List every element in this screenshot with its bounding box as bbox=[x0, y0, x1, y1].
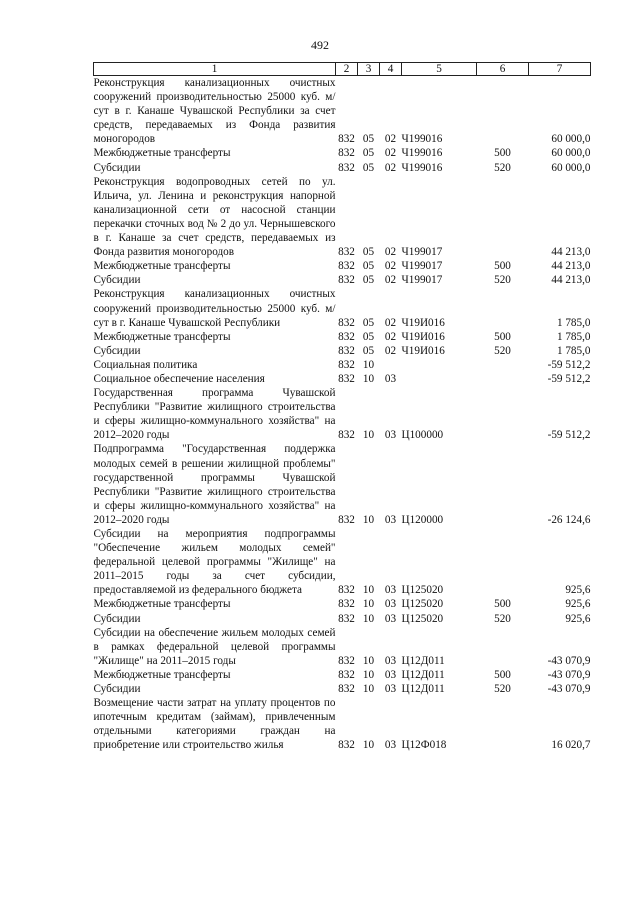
cell-name: Реконструкция канализационных очистных сооружений производительностью 25000 куб. м/сут в г. Канаше Чувашской Республики bbox=[93, 288, 336, 329]
cell-subsection: 02 bbox=[384, 316, 397, 329]
cell-amount: 1 785,0 bbox=[556, 316, 591, 329]
cell-name: Реконструкция канализационных очистных сооружений производительностью 25000 куб. м/сут в г. Канаше Чувашской Республики за счет средств, передаваемых из Фонда развития моногородов bbox=[93, 77, 336, 146]
cell-name: Субсидии на обеспечение жильем молодых семей в рамках федеральной целевой программы "Жилище" на 2011–2015 годы bbox=[93, 626, 336, 667]
cell-target-article: Ц100000 bbox=[401, 429, 444, 442]
cell-target-article: Ч199016 bbox=[401, 133, 443, 146]
column-header-expense-type: 6 bbox=[477, 63, 529, 76]
cell-subsection: 03 bbox=[384, 739, 397, 752]
table-row bbox=[94, 287, 591, 329]
cell-name: Субсидии на мероприятия подпрограммы "Обеспечение жильем молодых семей" федеральной целевой программы "Жилище" на 2011–2015 годы за счет субсидии, предоставляемой из федерального бюджета bbox=[93, 528, 336, 597]
cell-ministry: 832 bbox=[338, 612, 355, 625]
column-header-subsection: 4 bbox=[380, 63, 402, 76]
column-header-ministry: 2 bbox=[336, 63, 358, 76]
cell-name: Субсидии bbox=[93, 344, 141, 357]
cell-expense-type: 500 bbox=[494, 330, 511, 343]
cell-name: Субсидии bbox=[93, 161, 141, 174]
cell-ministry: 832 bbox=[338, 429, 355, 442]
cell-subsection: 03 bbox=[384, 429, 397, 442]
table-row bbox=[94, 626, 591, 668]
cell-target-article: Ч19И016 bbox=[401, 344, 445, 357]
cell-ministry: 832 bbox=[338, 161, 355, 174]
cell-expense-type bbox=[477, 386, 529, 442]
cell-expense-type bbox=[477, 626, 529, 668]
cell-amount: 44 213,0 bbox=[551, 246, 591, 259]
cell-subsection: 03 bbox=[384, 513, 397, 526]
cell-ministry: 832 bbox=[338, 668, 355, 681]
cell-subsection: 03 bbox=[384, 612, 397, 625]
cell-expense-type bbox=[477, 358, 529, 372]
cell-expense-type: 520 bbox=[494, 683, 511, 696]
cell-name: Субсидии bbox=[93, 612, 141, 625]
cell-subsection: 02 bbox=[384, 330, 397, 343]
cell-target-article: Ч199016 bbox=[401, 161, 443, 174]
table-row bbox=[94, 161, 591, 175]
cell-section: 05 bbox=[362, 161, 375, 174]
cell-target-article: Ч199016 bbox=[401, 147, 443, 160]
cell-expense-type: 520 bbox=[494, 344, 511, 357]
cell-name: Социальная политика bbox=[93, 358, 198, 371]
cell-expense-type: 500 bbox=[494, 260, 511, 273]
cell-target-article: Ч19И016 bbox=[401, 316, 445, 329]
cell-expense-type bbox=[477, 175, 529, 260]
cell-target-article: Ч199017 bbox=[401, 274, 443, 287]
cell-amount: -59 512,2 bbox=[547, 429, 591, 442]
cell-section: 05 bbox=[362, 133, 375, 146]
cell-amount: 60 000,0 bbox=[551, 147, 591, 160]
cell-target-article: Ц12Д011 bbox=[401, 683, 445, 696]
table-row bbox=[94, 76, 591, 147]
cell-expense-type bbox=[477, 696, 529, 752]
cell-subsection: 03 bbox=[384, 598, 397, 611]
page-number: 492 bbox=[311, 38, 329, 52]
cell-amount: -59 512,2 bbox=[547, 372, 591, 385]
cell-target-article: Ц125020 bbox=[401, 584, 444, 597]
cell-expense-type: 500 bbox=[494, 668, 511, 681]
cell-subsection: 03 bbox=[384, 372, 397, 385]
table-row bbox=[94, 527, 591, 597]
cell-amount: 60 000,0 bbox=[551, 133, 591, 146]
cell-section: 10 bbox=[362, 358, 375, 371]
cell-ministry: 832 bbox=[338, 133, 355, 146]
cell-subsection: 03 bbox=[384, 584, 397, 597]
cell-amount: 1 785,0 bbox=[556, 330, 591, 343]
table-row bbox=[94, 386, 591, 442]
cell-name: Подпрограмма "Государственная поддержка молодых семей в решении жилищной проблемы" государственной программы Чувашской Республики "Развитие жилищного строительства и сферы жилищно-коммунального хозяйства" на 2012–2020 годы bbox=[93, 443, 336, 526]
table-row bbox=[94, 273, 591, 287]
cell-subsection: 02 bbox=[384, 147, 397, 160]
cell-ministry: 832 bbox=[338, 683, 355, 696]
cell-target-article bbox=[402, 358, 477, 372]
cell-section: 10 bbox=[362, 584, 375, 597]
cell-amount: 1 785,0 bbox=[556, 344, 591, 357]
cell-amount: 925,6 bbox=[565, 584, 591, 597]
cell-section: 10 bbox=[362, 429, 375, 442]
cell-ministry: 832 bbox=[338, 372, 355, 385]
table-row bbox=[94, 259, 591, 273]
cell-target-article: Ч19И016 bbox=[401, 330, 445, 343]
cell-section: 10 bbox=[362, 654, 375, 667]
table-row bbox=[94, 330, 591, 344]
cell-subsection: 02 bbox=[384, 344, 397, 357]
cell-amount: 925,6 bbox=[565, 612, 591, 625]
cell-name: Межбюджетные трансферты bbox=[93, 598, 231, 611]
cell-target-article: Ц12Д011 bbox=[401, 668, 445, 681]
cell-subsection: 02 bbox=[384, 161, 397, 174]
table-header-row bbox=[94, 63, 591, 76]
table-row bbox=[94, 668, 591, 682]
cell-ministry: 832 bbox=[338, 260, 355, 273]
cell-section: 05 bbox=[362, 260, 375, 273]
cell-target-article: Ц125020 bbox=[401, 598, 444, 611]
cell-ministry: 832 bbox=[338, 513, 355, 526]
cell-name: Субсидии bbox=[93, 274, 141, 287]
cell-section: 10 bbox=[362, 739, 375, 752]
cell-expense-type: 500 bbox=[494, 598, 511, 611]
cell-name: Межбюджетные трансферты bbox=[93, 668, 231, 681]
cell-expense-type: 520 bbox=[494, 274, 511, 287]
cell-amount: 44 213,0 bbox=[551, 260, 591, 273]
cell-target-article: Ц125020 bbox=[401, 612, 444, 625]
table-row bbox=[94, 442, 591, 527]
cell-subsection: 02 bbox=[384, 133, 397, 146]
budget-table bbox=[93, 62, 591, 753]
cell-subsection: 03 bbox=[384, 654, 397, 667]
cell-name: Межбюджетные трансферты bbox=[93, 147, 231, 160]
cell-ministry: 832 bbox=[338, 358, 355, 371]
cell-subsection: 03 bbox=[384, 683, 397, 696]
cell-section: 05 bbox=[362, 274, 375, 287]
cell-ministry: 832 bbox=[338, 246, 355, 259]
cell-name: Субсидии bbox=[93, 683, 141, 696]
column-header-amount: 7 bbox=[529, 63, 591, 76]
cell-section: 10 bbox=[362, 598, 375, 611]
cell-section: 05 bbox=[362, 147, 375, 160]
cell-ministry: 832 bbox=[338, 344, 355, 357]
cell-target-article: Ц120000 bbox=[401, 513, 444, 526]
cell-subsection: 02 bbox=[384, 274, 397, 287]
cell-section: 05 bbox=[362, 246, 375, 259]
cell-section: 05 bbox=[362, 344, 375, 357]
column-header-name: 1 bbox=[94, 63, 336, 76]
cell-subsection bbox=[380, 358, 402, 372]
cell-section: 10 bbox=[362, 683, 375, 696]
table-row bbox=[94, 597, 591, 611]
cell-expense-type: 500 bbox=[494, 147, 511, 160]
table-row bbox=[94, 612, 591, 626]
column-header-target-article: 5 bbox=[402, 63, 477, 76]
table-row bbox=[94, 358, 591, 372]
cell-target-article: Ц12Ф018 bbox=[401, 739, 447, 752]
cell-expense-type bbox=[477, 76, 529, 147]
cell-section: 10 bbox=[362, 612, 375, 625]
cell-ministry: 832 bbox=[338, 654, 355, 667]
cell-ministry: 832 bbox=[338, 584, 355, 597]
cell-subsection: 02 bbox=[384, 246, 397, 259]
cell-section: 05 bbox=[362, 316, 375, 329]
cell-section: 10 bbox=[362, 372, 375, 385]
cell-section: 10 bbox=[362, 668, 375, 681]
cell-amount: 925,6 bbox=[565, 598, 591, 611]
cell-expense-type bbox=[477, 442, 529, 527]
cell-amount: -26 124,6 bbox=[547, 513, 591, 526]
cell-expense-type bbox=[477, 527, 529, 597]
cell-amount: 16 020,7 bbox=[551, 739, 591, 752]
table-row bbox=[94, 682, 591, 696]
cell-ministry: 832 bbox=[338, 274, 355, 287]
cell-name: Возмещение части затрат на уплату процентов по ипотечным кредитам (займам), привлеченным отдельными категориями граждан на приобретение или строительство жилья bbox=[93, 697, 336, 752]
cell-ministry: 832 bbox=[338, 330, 355, 343]
cell-name: Межбюджетные трансферты bbox=[93, 330, 231, 343]
cell-ministry: 832 bbox=[338, 316, 355, 329]
cell-target-article: Ч199017 bbox=[401, 246, 443, 259]
cell-expense-type: 520 bbox=[494, 612, 511, 625]
cell-section: 05 bbox=[362, 330, 375, 343]
cell-amount: -43 070,9 bbox=[547, 668, 591, 681]
cell-amount: -43 070,9 bbox=[547, 683, 591, 696]
cell-amount: -43 070,9 bbox=[547, 654, 591, 667]
cell-expense-type bbox=[477, 372, 529, 386]
cell-amount: 44 213,0 bbox=[551, 274, 591, 287]
cell-target-article: Ч199017 bbox=[401, 260, 443, 273]
table-row bbox=[94, 344, 591, 358]
cell-expense-type bbox=[477, 287, 529, 329]
cell-target-article bbox=[402, 372, 477, 386]
cell-amount: -59 512,2 bbox=[547, 358, 591, 371]
cell-ministry: 832 bbox=[338, 598, 355, 611]
cell-section: 10 bbox=[362, 513, 375, 526]
cell-name: Реконструкция водопроводных сетей по ул. Ильича, ул. Ленина и реконструкция напорной канализационной сети от насосной станции перекачки сточных вод № 2 до ул. Чернышевского в г. Канаше за счет средств, передаваемых из Фонда развития моногородов bbox=[93, 175, 336, 259]
table-row bbox=[94, 372, 591, 386]
cell-expense-type: 520 bbox=[494, 161, 511, 174]
cell-ministry: 832 bbox=[338, 147, 355, 160]
table-row bbox=[94, 146, 591, 160]
table-row bbox=[94, 696, 591, 752]
cell-subsection: 02 bbox=[384, 260, 397, 273]
column-header-section: 3 bbox=[358, 63, 380, 76]
cell-ministry: 832 bbox=[338, 739, 355, 752]
cell-target-article: Ц12Д011 bbox=[401, 654, 445, 667]
table-body bbox=[94, 76, 591, 753]
cell-amount: 60 000,0 bbox=[551, 161, 591, 174]
cell-name: Государственная программа Чувашской Республики "Развитие жилищного строительства и сферы жилищно-коммунального хозяйства" на 2012–2020 годы bbox=[93, 387, 336, 442]
cell-name: Социальное обеспечение населения bbox=[93, 372, 265, 385]
cell-subsection: 03 bbox=[384, 668, 397, 681]
table-row bbox=[94, 175, 591, 260]
cell-name: Межбюджетные трансферты bbox=[93, 260, 231, 273]
